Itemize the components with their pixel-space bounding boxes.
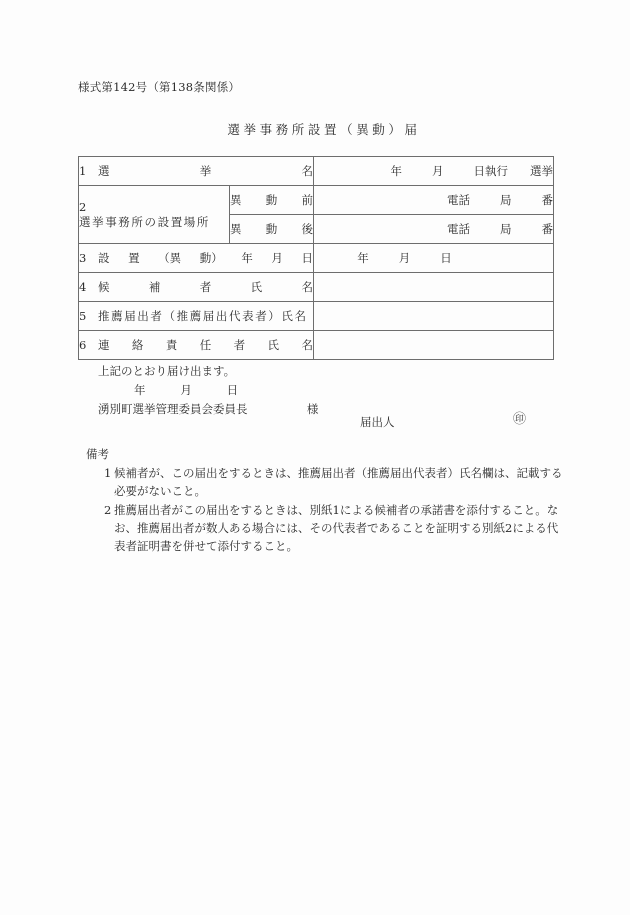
row3-label-char-5: 年 xyxy=(241,251,253,265)
row5-label: 推薦届出者（推薦届出代表者）氏名 xyxy=(98,309,308,323)
remarks-block xyxy=(86,446,566,556)
row2-before-char-3: 前 xyxy=(301,193,313,207)
row1-label-cell xyxy=(79,157,314,186)
row4-label xyxy=(98,279,313,295)
table-row-recommender-name xyxy=(79,302,554,331)
election-office-form-table xyxy=(78,156,554,360)
row3-label-char-3: （異 xyxy=(158,251,182,265)
row4-value-cell[interactable] xyxy=(314,273,554,302)
row4-index: 4 xyxy=(79,280,87,294)
row2-after-char-1: 異 xyxy=(230,222,242,236)
row6-label-char-4: 任 xyxy=(199,338,212,352)
row4-label-char-2: 補 xyxy=(148,280,161,294)
row2-index: 2 xyxy=(79,199,87,214)
row6-label-char-6: 氏 xyxy=(267,338,280,352)
row3-day-label: 日 xyxy=(440,251,452,265)
row4-label-char-1: 候 xyxy=(98,280,110,294)
row2-before-char-2: 動 xyxy=(265,193,278,207)
table-row-установка-date xyxy=(79,244,554,273)
row6-label-char-3: 責 xyxy=(165,338,178,352)
declaration-sentence: 上記のとおり届け出ます。 xyxy=(98,364,236,378)
declaration-year-label: 年 xyxy=(134,383,146,397)
row6-index: 6 xyxy=(79,338,87,352)
remarks-note-1 xyxy=(86,464,566,500)
table-row-contact-person-name xyxy=(79,331,554,360)
row2-after-ban-label: 番 xyxy=(541,222,553,236)
row4-label-char-3: 者 xyxy=(199,280,212,294)
row3-month-label: 月 xyxy=(398,251,411,265)
row5-label-cell xyxy=(79,302,314,331)
row4-label-char-4: 氏 xyxy=(250,280,263,294)
row6-label-char-7: 名 xyxy=(301,338,313,352)
row4-label-cell xyxy=(79,273,314,302)
row2-sub-label-after xyxy=(230,215,314,244)
row2-after-char-3: 後 xyxy=(301,222,313,236)
row6-label-char-1: 連 xyxy=(98,338,110,352)
row1-label-char-3: 名 xyxy=(301,164,313,178)
table-row-election-name xyxy=(79,157,554,186)
table-row-candidate-name xyxy=(79,273,554,302)
row3-index: 3 xyxy=(79,251,87,265)
row6-value-cell[interactable] xyxy=(314,331,554,360)
addressee-name: 湧別町選挙管理委員会委員長 xyxy=(98,402,248,416)
row2-after-char-2: 動 xyxy=(265,222,278,236)
row3-value-cell[interactable] xyxy=(314,244,554,273)
row2-before-value-cell[interactable] xyxy=(314,186,554,215)
remarks-note-1-text: 候補者が、この届出をするときは、推薦届出者（推薦届出代表者）氏名欄は、記載する必要がないこと。 xyxy=(114,466,563,498)
row1-label-char-2: 挙 xyxy=(199,164,212,178)
row2-after-label xyxy=(230,221,313,237)
row2-after-kyoku-label: 局 xyxy=(500,222,512,236)
row2-after-value-cell[interactable] xyxy=(314,215,554,244)
table-row-office-location-before xyxy=(79,186,554,215)
row6-label-cell xyxy=(79,331,314,360)
row2-label-cell xyxy=(79,186,230,244)
row3-label-char-1: 設 xyxy=(98,251,110,265)
addressee-honorific: 様 xyxy=(306,402,319,416)
row3-label-char-6: 月 xyxy=(271,251,283,265)
remarks-note-2-text: 推薦届出者がこの届出をするときは、別紙1による候補者の承諾書を添付すること。なお、推薦届出者が数人ある場合には、その代表者であることを証明する別紙2による代表者証明書を併せて添付すること。 xyxy=(114,503,559,553)
row5-index: 5 xyxy=(79,309,87,323)
document-title: 選挙事務所設置（異動）届 xyxy=(227,122,421,137)
row3-label-cell xyxy=(79,244,314,273)
remarks-note-2-number: 2 xyxy=(104,503,112,517)
row6-label-char-5: 者 xyxy=(233,338,246,352)
declaration-date xyxy=(78,381,318,400)
row1-label-char-1: 選 xyxy=(98,164,110,178)
remarks-note-1-number: 1 xyxy=(104,466,112,480)
declaration-month-label: 月 xyxy=(180,383,193,397)
row4-label-char-5: 名 xyxy=(301,280,313,294)
remarks-note-2 xyxy=(86,501,566,555)
row2-before-tel-label: 電話 xyxy=(447,193,470,207)
row6-label xyxy=(98,337,313,353)
row1-dayexec-label: 日執行 xyxy=(473,164,508,178)
row1-election-label: 選挙 xyxy=(530,164,553,178)
row1-label xyxy=(98,163,313,179)
row1-value-cell[interactable] xyxy=(314,157,554,186)
row2-before-kyoku-label: 局 xyxy=(500,193,512,207)
declaration-block xyxy=(78,362,318,419)
row2-after-tel-label: 電話 xyxy=(447,222,470,236)
row1-index: 1 xyxy=(79,164,87,178)
submitter-label: 届出人 xyxy=(360,415,395,429)
row3-year-label: 年 xyxy=(357,251,369,265)
row3-label-char-4: 動） xyxy=(199,251,223,265)
row2-before-char-1: 異 xyxy=(230,193,242,207)
row2-before-label xyxy=(230,192,313,208)
row1-month-label: 月 xyxy=(432,164,444,178)
row2-before-ban-label: 番 xyxy=(541,193,553,207)
row1-year-label: 年 xyxy=(390,164,402,178)
remarks-title: 備考 xyxy=(86,447,109,461)
row5-value-cell[interactable] xyxy=(314,302,554,331)
row6-label-char-2: 絡 xyxy=(131,338,144,352)
declaration-day-label: 日 xyxy=(226,383,239,397)
row3-label-char-7: 日 xyxy=(301,251,313,265)
row3-label-char-2: 置 xyxy=(128,251,140,265)
addressee-line xyxy=(78,400,318,419)
row2-sub-label-before xyxy=(230,186,314,215)
row3-label xyxy=(98,250,313,266)
seal-icon: ㊞ xyxy=(513,412,527,427)
form-number: 様式第142号（第138条関係） xyxy=(78,80,241,94)
row2-label: 選挙事務所の設置場所 xyxy=(79,214,210,229)
